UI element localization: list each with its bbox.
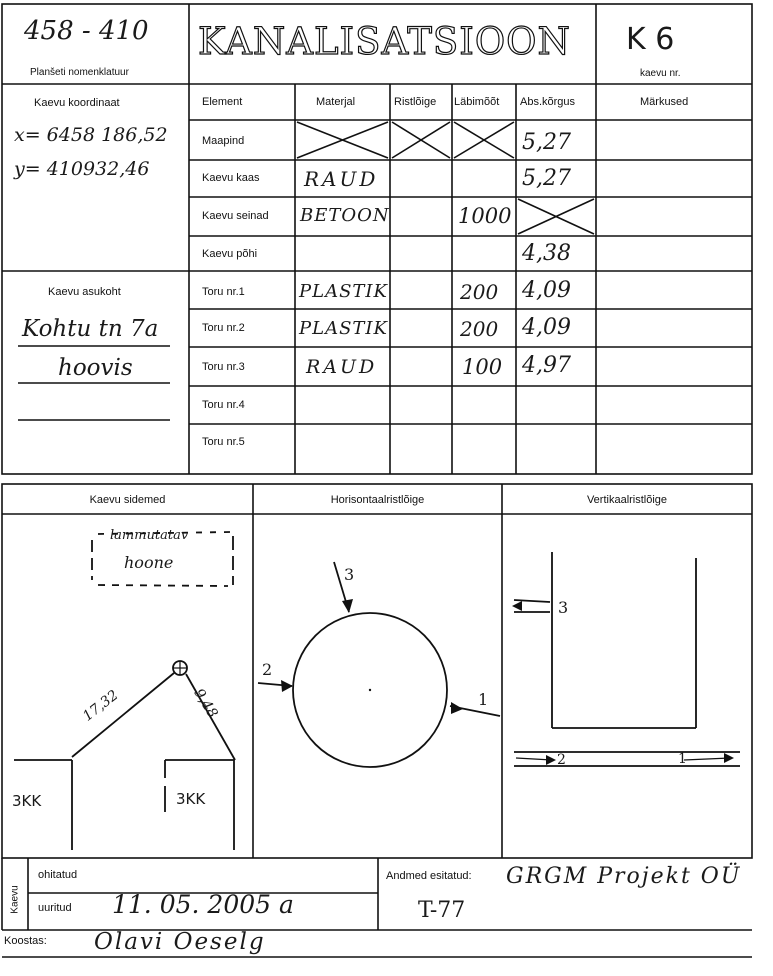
location-line-2: hoovis [58, 355, 133, 381]
uuritud-label: uuritud [38, 902, 72, 914]
andmed-value: GRGM Projekt OÜ [506, 864, 742, 889]
distance-1: 17,32 [80, 687, 122, 725]
panel-title-vertikaal: Vertikaalristlõige [586, 494, 668, 506]
row-element: Kaevu kaas [202, 172, 260, 184]
horizontal-section-sketch [258, 562, 500, 767]
vertical-section-sketch [514, 552, 740, 766]
andmed-code: T-77 [418, 898, 466, 923]
col-labimoot: Läbimõõt [454, 96, 500, 108]
row-element: Kaevu põhi [202, 248, 258, 260]
col-ristloige: Ristlõige [394, 96, 437, 108]
h-pipe-3-label: 3 [344, 565, 355, 584]
col-materjal: Materjal [316, 96, 356, 108]
uuritud-date: 11. 05. 2005 a [112, 890, 294, 919]
col-element: Element [202, 96, 243, 108]
h-pipe-1-label: 1 [478, 690, 489, 709]
col-abs-korgus: Abs.kõrgus [520, 96, 576, 108]
row-abs: 5,27 [522, 166, 571, 191]
building-label-2: hoone [124, 553, 174, 572]
row-abs: 4,09 [522, 315, 571, 340]
kaevu-number-label: kaevu nr. [640, 68, 681, 79]
andmed-label: Andmed esitatud: [386, 870, 472, 882]
row-element: Toru nr.4 [202, 399, 245, 411]
row-element: Toru nr.5 [202, 436, 245, 448]
building-label-1: lammutatav [110, 528, 189, 543]
footer-side-label: Kaevu [9, 885, 21, 914]
koostas-label: Koostas: [4, 935, 47, 947]
row-element: Toru nr.1 [202, 286, 245, 298]
distance-2: 9,48 [190, 686, 221, 721]
location-line-1: Kohtu tn 7a [22, 316, 159, 342]
row-element: Maapind [202, 135, 245, 147]
row-material: RAUD [306, 356, 378, 378]
koostas-value: Olavi Oeselg [94, 929, 266, 955]
panel-title-sidemed: Kaevu sidemed [89, 494, 166, 506]
h-pipe-2-label: 2 [262, 660, 273, 679]
col-markused: Märkused [640, 96, 689, 108]
row-abs: 5,27 [522, 130, 571, 155]
row-material: PLASTIK [299, 281, 388, 302]
row-abs: 4,38 [522, 241, 571, 266]
planset-number: 458 - 410 [24, 16, 149, 46]
kk-right: 3KK [176, 790, 206, 808]
v-pipe-1-label: 1 [678, 751, 687, 767]
row-material: PLASTIK [299, 318, 388, 339]
row-element: Toru nr.2 [202, 322, 245, 334]
v-pipe-3-label: 3 [558, 598, 569, 617]
coordinates-label: Kaevu koordinaat [34, 97, 120, 109]
row-abs: 4,09 [522, 278, 571, 303]
planset-label: Planšeti nomenklatuur [30, 67, 129, 78]
row-labimoot: 200 [460, 317, 499, 341]
row-material: RAUD [304, 167, 379, 191]
location-label: Kaevu asukoht [48, 286, 121, 298]
page-title: KANALISATSIOON [198, 20, 571, 63]
row-material: BETOON [300, 205, 390, 226]
kaevu-number: K 6 [626, 22, 675, 57]
v-pipe-2-label: 2 [557, 752, 566, 768]
panel-title-horisontaal: Horisontaalristlõige [330, 494, 425, 506]
kk-left: 3KK [12, 792, 42, 810]
row-element: Toru nr.3 [202, 361, 245, 373]
row-labimoot: 100 [462, 355, 503, 379]
row-labimoot: 200 [460, 280, 499, 304]
ohitatud-label: ohitatud [38, 869, 78, 881]
row-element: Kaevu seinad [202, 210, 269, 222]
coordinate-y: y= 410932,46 [14, 158, 150, 180]
row-labimoot: 1000 [458, 204, 512, 228]
row-abs: 4,97 [522, 353, 571, 378]
coordinate-x: x= 6458 186,52 [14, 124, 168, 146]
